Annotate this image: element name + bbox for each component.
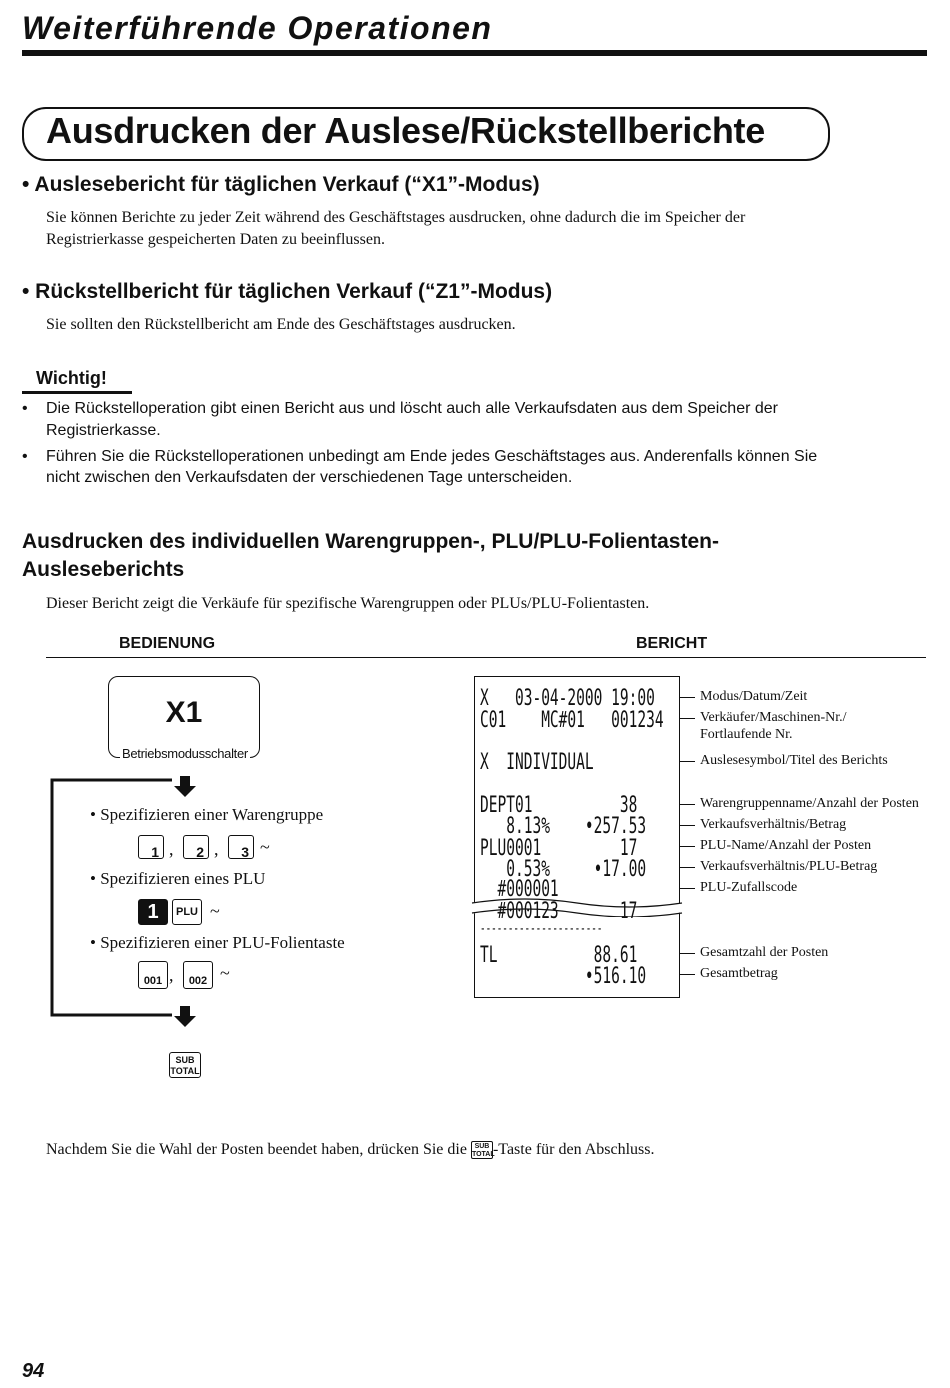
step-plu-flat: • Spezifizieren einer PLU-Folientaste [90, 933, 345, 952]
important-bullet-2-line1: Führen Sie die Rückstelloperationen unbedingt am Ende jedes Geschäftstages aus. Anderenfalls können Sie [46, 448, 818, 465]
inline-subtotal-line1: SUB [474, 1143, 490, 1151]
callout-tick [679, 825, 695, 826]
x1-text-line1: Sie können Berichte zu jeder Zeit während des Geschäftstages ausdrucken, ohne dadurch die im Speicher der [46, 209, 746, 226]
bullet-dot: • [22, 448, 28, 465]
receipt-line-dept-amount: 8.13% •257.53 [480, 814, 647, 839]
department-key-3[interactable]: 3 [228, 835, 254, 859]
callout-dept-ratio: Verkaufsverhältnis/Betrag [700, 817, 847, 832]
separator: , [169, 839, 174, 859]
receipt-line-dept: DEPT01 38 [480, 793, 638, 818]
callout-tick [679, 846, 695, 847]
callout-tick [679, 697, 695, 698]
plu-flat-key-001[interactable]: 001 [138, 961, 168, 989]
inline-subtotal-key [471, 1141, 493, 1159]
callout-tick [679, 867, 695, 868]
callout-total-qty: Gesamtzahl der Posten [700, 945, 829, 960]
receipt-separator: ---------------------- [480, 921, 603, 937]
receipt-line-plu-amount: 0.53% •17.00 [480, 857, 647, 882]
callout-tick [679, 888, 695, 889]
closing-text-after: -Taste für den Abschluss. [492, 1141, 655, 1158]
callout-plu-ratio: Verkaufsverhältnis/PLU-Betrag [700, 859, 878, 874]
callout-tick [679, 761, 695, 762]
important-bullet-1-line1: Die Rückstelloperation gibt einen Bericht aus und löscht auch alle Verkaufsdaten aus dem Speicher der [46, 400, 778, 417]
separator: , [214, 839, 219, 859]
important-bullet-1-line2: Registrierkasse. [46, 422, 161, 439]
running-header: Weiterführende Operationen [22, 10, 493, 46]
department-key-2[interactable]: 2 [183, 835, 209, 859]
subtotal-key-line2: TOTAL [170, 1066, 200, 1076]
down-arrow-icon [174, 776, 196, 797]
receipt-line-random-code-2: #000123 17 [480, 899, 638, 924]
inline-subtotal-line2: TOTAL [471, 1151, 495, 1159]
subtotal-key[interactable] [169, 1052, 201, 1078]
x1-heading: • Auslesebericht für täglichen Verkauf (“X1”-Modus) [22, 173, 540, 196]
receipt-line-total-amount: •516.10 [480, 964, 647, 989]
subtotal-key-line1: SUB [175, 1055, 195, 1065]
callout-report-title: Auslesesymbol/Titel des Berichts [700, 753, 888, 768]
callout-dept-name: Warengruppenname/Anzahl der Posten [700, 796, 919, 811]
callout-consecutive-number: Fortlaufende Nr. [700, 727, 793, 742]
receipt-line-random-code: #000001 [480, 877, 559, 902]
callout-plu-random-code: PLU-Zufallscode [700, 880, 798, 895]
individual-text: Dieser Bericht zeigt die Verkäufe für spezifische Warengruppen oder PLUs/PLU-Folientasten. [46, 595, 650, 612]
callout-tick [679, 953, 695, 954]
report-column-heading: BERICHT [636, 635, 708, 652]
x1-text-line2: Registrierkasse gespeicherten Daten zu beeinflussen. [46, 231, 385, 248]
z1-heading: • Rückstellbericht für täglichen Verkauf (“Z1”-Modus) [22, 280, 553, 303]
department-key-1[interactable]: 1 [138, 835, 164, 859]
receipt-line-title: X INDIVIDUAL [480, 750, 594, 775]
plu-key[interactable]: PLU [172, 899, 202, 925]
callout-clerk-machine: Verkäufer/Maschinen-Nr./ [700, 710, 847, 725]
closing-text-before: Nachdem Sie die Wahl der Posten beendet haben, drücken Sie die [46, 1141, 467, 1158]
receipt-line-total-qty: TL 88.61 [480, 943, 638, 968]
step-department: • Spezifizieren einer Warengruppe [90, 805, 324, 824]
callout-tick [679, 804, 695, 805]
plu-flat-key-002[interactable]: 002 [183, 961, 213, 989]
important-rule [22, 391, 132, 394]
separator: , [169, 965, 174, 985]
important-label: Wichtig! [36, 368, 107, 388]
numeric-key-1[interactable]: 1 [138, 899, 168, 925]
tilde: ~ [210, 901, 220, 921]
callout-tick [679, 718, 695, 719]
callout-total-amount: Gesamtbetrag [700, 966, 778, 981]
page-number: 94 [22, 1360, 45, 1382]
tilde: ~ [220, 963, 230, 983]
individual-heading-line2: Ausleseberichts [22, 558, 185, 581]
callout-plu-name: PLU-Name/Anzahl der Posten [700, 838, 872, 853]
step-plu: • Spezifizieren eines PLU [90, 869, 266, 888]
tilde: ~ [260, 837, 270, 857]
receipt-line-mode: X 03-04-2000 19:00 [480, 686, 655, 711]
mode-switch-value: X1 [165, 696, 203, 729]
callout-tick [679, 974, 695, 975]
bullet-dot: • [22, 400, 28, 417]
operation-column-heading: BEDIENUNG [119, 635, 216, 652]
important-bullet-2-line2: nicht zwischen den Verkaufsdaten der verschiedenen Tage unterscheiden. [46, 469, 573, 486]
receipt-line-plu: PLU0001 17 [480, 836, 638, 861]
closing-instruction [46, 1141, 654, 1159]
down-arrow-icon [174, 1006, 196, 1027]
individual-heading-line1: Ausdrucken des individuellen Warengruppen-, PLU/PLU-Folientasten- [22, 530, 719, 553]
callout-mode-date-time: Modus/Datum/Zeit [700, 689, 808, 704]
header-rule [22, 50, 927, 56]
z1-text: Sie sollten den Rückstellbericht am Ende des Geschäftstages ausdrucken. [46, 316, 516, 333]
mode-switch-label: Betriebsmodusschalter [122, 746, 248, 761]
column-rule [46, 657, 926, 658]
section-title: Ausdrucken der Auslese/Rückstellberichte [46, 110, 765, 151]
receipt-line-clerk: C01 MC#01 001234 [480, 708, 664, 733]
